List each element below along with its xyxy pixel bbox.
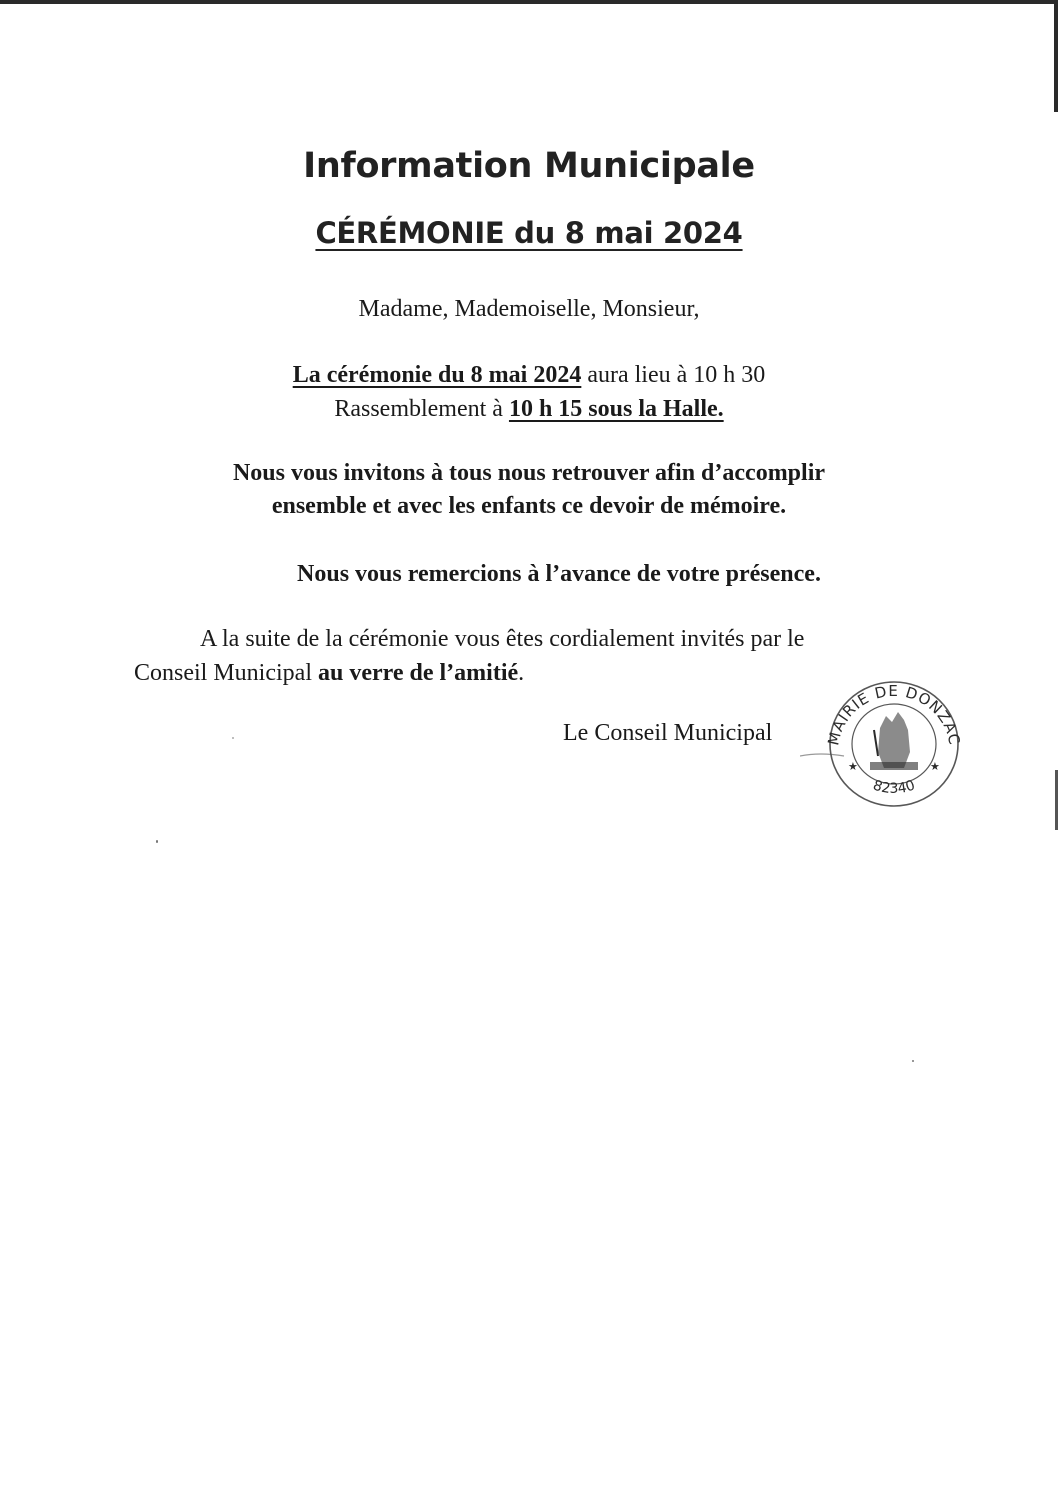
ceremony-time: aura lieu à 10 h 30 [581, 362, 766, 388]
scan-right-edge [1054, 0, 1058, 112]
document-subtitle [0, 216, 1058, 250]
scan-speck [232, 737, 234, 739]
gathering-place: 10 h 15 sous la Halle. [508, 396, 724, 422]
ceremony-line [0, 362, 1058, 389]
invitation-line-1: Nous vous invitons à tous nous retrouver afin d’accomplir [232, 460, 826, 486]
ceremony-date: La cérémonie du 8 mai 2024 [292, 362, 582, 388]
scan-speck [156, 840, 158, 843]
star-icon: ★ [930, 760, 940, 773]
mairie-stamp [800, 660, 990, 810]
scan-speck [912, 1060, 914, 1062]
stamp-postcode: 82340 [870, 777, 918, 798]
scan-top-border [0, 0, 1058, 4]
greeting: Madame, Mademoiselle, Monsieur, [358, 296, 700, 322]
document-title: Information Municipale [303, 146, 755, 186]
gathering-prefix: Rassemblement à [334, 396, 509, 422]
reception-line-1-text: A la suite de la cérémonie vous êtes cordialement invités par le [200, 626, 805, 652]
stamp-smudge [800, 754, 844, 756]
invitation-line-2: ensemble et avec les enfants ce devoir de mémoire. [271, 493, 787, 519]
stamp-emblem [870, 712, 918, 770]
reception-highlight: au verre de l’amitié [317, 660, 519, 686]
stamp-town-text: MAIRIE DE DONZAC [824, 681, 964, 748]
reception-prefix: Conseil Municipal [134, 660, 318, 686]
reception-line-1 [134, 622, 934, 656]
signature: Le Conseil Municipal [563, 720, 773, 746]
gathering-line [0, 396, 1058, 423]
subtitle-text: CÉRÉMONIE du 8 mai 2024 [315, 216, 743, 250]
thanks-line: Nous vous remercions à l’avance de votre présence. [297, 561, 821, 587]
reception-suffix: . [518, 660, 525, 686]
star-icon: ★ [848, 760, 858, 773]
